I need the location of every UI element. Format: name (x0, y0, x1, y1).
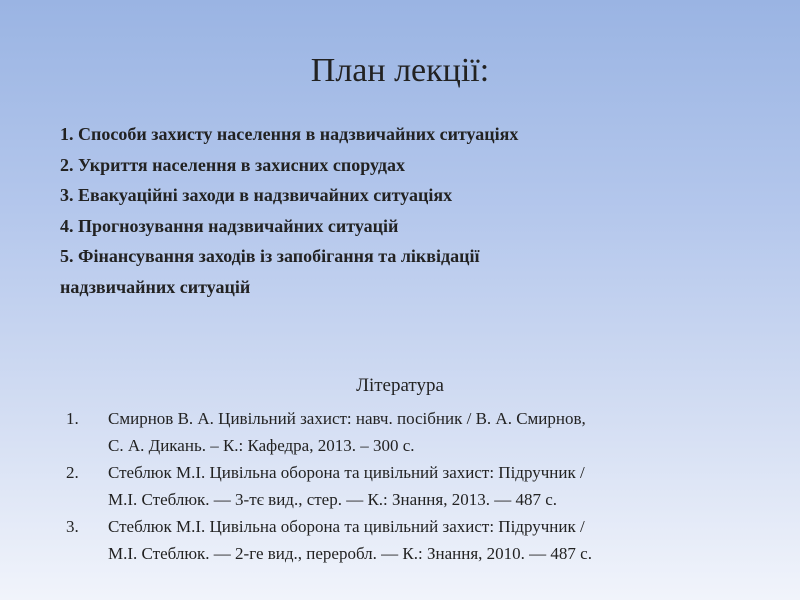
plan-item: 5. Фінансування заходів із запобігання та ліквідації (60, 246, 480, 266)
references-list (60, 405, 740, 567)
plan-item: 3. Евакуаційні заходи в надзвичайних ситуаціях (60, 185, 453, 205)
reference-number: 3. (66, 517, 79, 536)
reference-text (108, 405, 740, 459)
reference-line: Стеблюк М.І. Цивільна оборона та цивільний захист: Підручник / (108, 517, 585, 536)
reference-item (60, 405, 740, 459)
plan-item-continuation: надзвичайних ситуацій (60, 276, 251, 297)
plan-item: 2. Укриття населення в захисних спорудах (60, 154, 405, 175)
reference-line: Стеблюк М.І. Цивільна оборона та цивільний захист: Підручник / (108, 463, 585, 482)
plan-item: 4. Прогнозування надзвичайних ситуацій (60, 215, 399, 236)
lecture-plan-list (60, 119, 760, 302)
literature-heading: Література (356, 375, 444, 396)
reference-item (60, 459, 740, 513)
reference-text (108, 513, 740, 567)
reference-line: С. А. Дикань. – К.: Кафедра, 2013. – 300 с. (108, 436, 415, 455)
reference-number: 2. (66, 463, 79, 482)
slide-title: План лекції: (310, 52, 490, 89)
reference-line: М.І. Стеблюк. — 2-ге вид., переробл. — К.: Знання, 2010. — 487 с. (108, 544, 592, 563)
reference-text (108, 459, 740, 513)
reference-line: М.І. Стеблюк. — 3-тє вид., стер. — К.: Знання, 2013. — 487 с. (108, 490, 557, 509)
plan-item: 1. Способи захисту населення в надзвичайних ситуаціях (60, 124, 519, 144)
reference-item (60, 513, 740, 567)
reference-line: Смирнов В. А. Цивільний захист: навч. посібник / В. А. Смирнов, (108, 409, 586, 428)
reference-number: 1. (66, 409, 79, 428)
